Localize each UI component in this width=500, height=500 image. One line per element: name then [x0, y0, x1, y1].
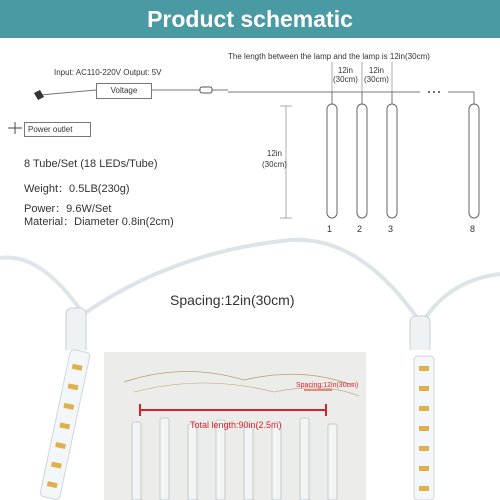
- photo-spacing-label: Spacing:12in(30cm): [296, 382, 359, 389]
- tube-number-8: 8: [470, 224, 476, 234]
- total-length-label: Total length:90in(2.5m): [190, 420, 282, 430]
- spacing-label-1: 12in (30cm): [333, 66, 358, 84]
- length-note: The length between the lamp and the lamp is 12in(30cm): [228, 52, 430, 61]
- spacing-label: Spacing:12in(30cm): [170, 292, 295, 308]
- spec-tubes: 8 Tube/Set (18 LEDs/Tube): [24, 158, 158, 170]
- tube-number-1: 1: [327, 224, 333, 234]
- height-label: 12in (30cm): [262, 149, 287, 169]
- page-title: Product schematic: [147, 6, 353, 32]
- spec-material: Material：Diameter 0.8in(2cm): [24, 216, 174, 228]
- tube-number-2: 2: [357, 224, 363, 234]
- spec-weight: Weight：0.5LB(230g): [24, 183, 130, 195]
- power-outlet-box: Power outlet: [24, 122, 91, 137]
- tube-number-3: 3: [388, 224, 394, 234]
- spec-power: Power：9.6W/Set: [24, 203, 112, 215]
- input-output-label: Input: AC110-220V Output: 5V: [54, 68, 162, 77]
- voltage-box: Voltage: [96, 83, 152, 99]
- spacing-label-2: 12in (30cm): [364, 66, 389, 84]
